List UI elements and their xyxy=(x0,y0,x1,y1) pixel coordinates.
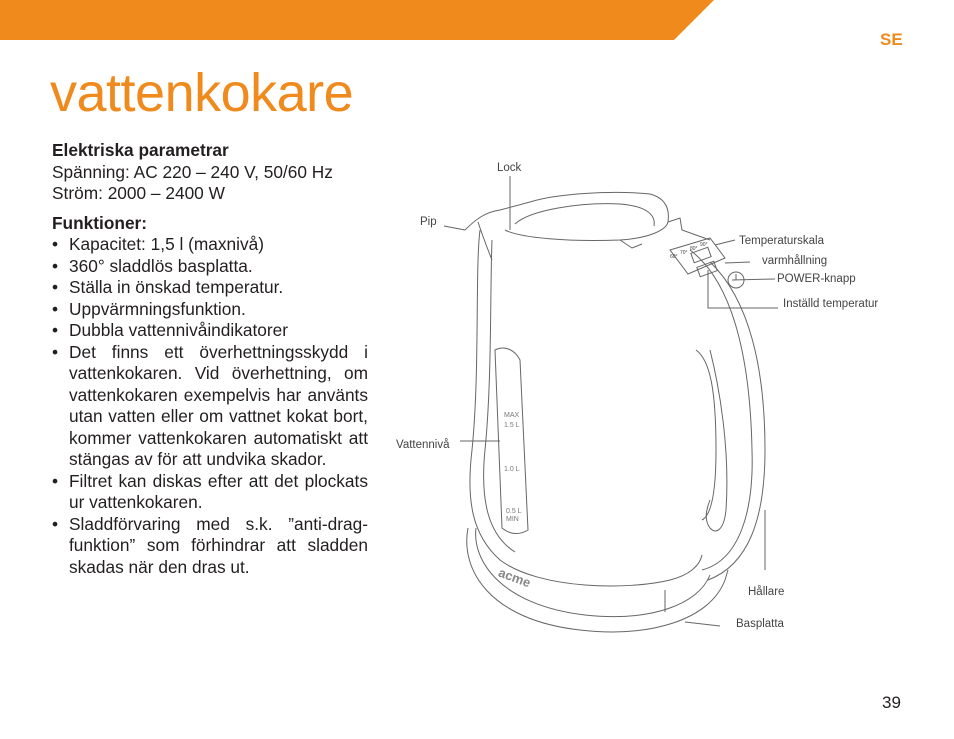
text-column xyxy=(52,140,368,586)
label-basplatta: Basplatta xyxy=(736,618,784,630)
page-number: 39 xyxy=(882,693,901,712)
label-power-knapp: POWER-knapp xyxy=(777,273,856,285)
label-varmhallning: varmhållning xyxy=(762,255,828,267)
panel-temp-mark: 90° xyxy=(700,242,708,248)
functions-section xyxy=(52,213,368,579)
list-item: • Dubbla vattennivåindikatorer xyxy=(52,320,368,342)
list-item: • Sladdförvaring med s.k. ”anti-drag-funktion” som förhindrar att sladden skadas när den dras ut. xyxy=(52,514,368,579)
header-banner xyxy=(0,0,954,40)
label-lock: Lock xyxy=(497,162,522,174)
gauge-min-label: MIN xyxy=(506,516,519,523)
list-item: • Uppvärmningsfunktion. xyxy=(52,299,368,321)
param-line: Ström: 2000 – 2400 W xyxy=(52,183,225,203)
functions-list xyxy=(52,234,368,578)
gauge-max-label: MAX xyxy=(504,412,520,419)
page-title: vattenkokare xyxy=(50,63,354,123)
panel-temp-mark: 60° xyxy=(670,254,678,260)
label-temperaturskala: Temperaturskala xyxy=(739,235,825,247)
list-item: • Filtret kan diskas efter att det plockats ur vattenkokaren. xyxy=(52,471,368,514)
param-line: Spänning: AC 220 – 240 V, 50/60 Hz xyxy=(52,161,333,182)
functions-heading: Funktioner: xyxy=(52,212,148,233)
list-item: • Kapacitet: 1,5 l (maxnivå) xyxy=(52,234,368,256)
gauge-max-volume: 1.5 L xyxy=(504,422,520,429)
kettle-figure xyxy=(380,150,920,650)
label-hallare: Hållare xyxy=(748,586,785,598)
kettle-illustration xyxy=(380,150,920,650)
list-item: • Det finns ett överhettningsskydd i vattenkokaren. Vid överhettning, om vattenkokaren exempelvis har använts utan vatten eller om vattnet kokat bort, kommer vattenkokaren automatiskt att stängas av för att undvika skador. xyxy=(52,342,368,471)
brand-logo: acme xyxy=(496,564,533,591)
label-vattenniva: Vattennivå xyxy=(396,439,450,451)
panel-temp-mark: 80° xyxy=(690,246,698,252)
language-code: SE xyxy=(880,30,903,49)
gauge-mid-volume: 1.0 L xyxy=(504,466,520,473)
list-item: • Ställa in önskad temperatur. xyxy=(52,277,368,299)
label-installd-temperatur: Inställd temperatur xyxy=(783,298,879,310)
panel-temp-mark: 70° xyxy=(680,250,688,256)
label-pip: Pip xyxy=(420,216,437,228)
gauge-min-volume: 0.5 L xyxy=(506,508,522,515)
params-section xyxy=(52,140,368,205)
list-item: • 360° sladdlös basplatta. xyxy=(52,256,368,278)
params-heading: Elektriska parametrar xyxy=(52,140,229,160)
